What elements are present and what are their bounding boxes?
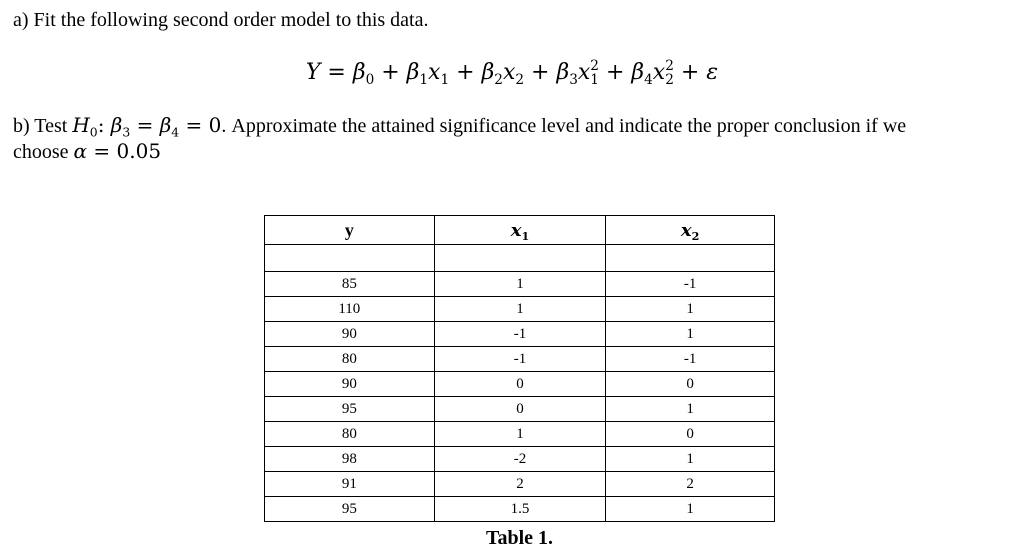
model-equation: $Y = \beta_0 + \beta_1x_1 + \beta_2x_2 + \beta_3x$ 2 $_1 + \beta_4x$ 2 $_2$ + ε bbox=[305, 57, 719, 88]
table-row: 80 -1 -1 bbox=[265, 347, 775, 372]
part-b-instruction-line2: choose α = 0.05 bbox=[13, 139, 162, 163]
hypothesis: $H_0$: $\beta_3 = \beta_4 = 0$ bbox=[72, 113, 222, 140]
data-table bbox=[264, 215, 775, 522]
table-row: 91 2 2 bbox=[265, 472, 775, 497]
table-row: 85 1 -1 bbox=[265, 272, 775, 297]
table-row: 95 1.5 1 bbox=[265, 497, 775, 522]
table-row: 90 -1 1 bbox=[265, 322, 775, 347]
table-row: 80 1 0 bbox=[265, 422, 775, 447]
part-a-instruction: a) Fit the following second order model to this data. bbox=[13, 9, 429, 31]
table-blank-row bbox=[265, 245, 775, 272]
header-x1: $x_1$ bbox=[434, 216, 606, 245]
header-x2: $x_2$ bbox=[606, 216, 775, 245]
table-row: 98 -2 1 bbox=[265, 447, 775, 472]
part-b-prefix: b) Test bbox=[13, 115, 73, 137]
table-row: 110 1 1 bbox=[265, 297, 775, 322]
table-header-row bbox=[265, 216, 775, 245]
header-y: y bbox=[265, 216, 435, 245]
table-row: 90 0 0 bbox=[265, 372, 775, 397]
part-b-instruction bbox=[13, 113, 906, 138]
table-row: 95 0 1 bbox=[265, 397, 775, 422]
part-b-line2-prefix: choose bbox=[13, 141, 74, 163]
alpha-value: 0.05 bbox=[116, 139, 162, 163]
alpha-symbol: α bbox=[73, 139, 88, 163]
equation-lhs: Y bbox=[305, 60, 321, 85]
table-caption: Table 1. bbox=[485, 527, 554, 549]
part-b-suffix: . Approximate the attained significance level and indicate the proper conclusion if we bbox=[221, 115, 907, 137]
